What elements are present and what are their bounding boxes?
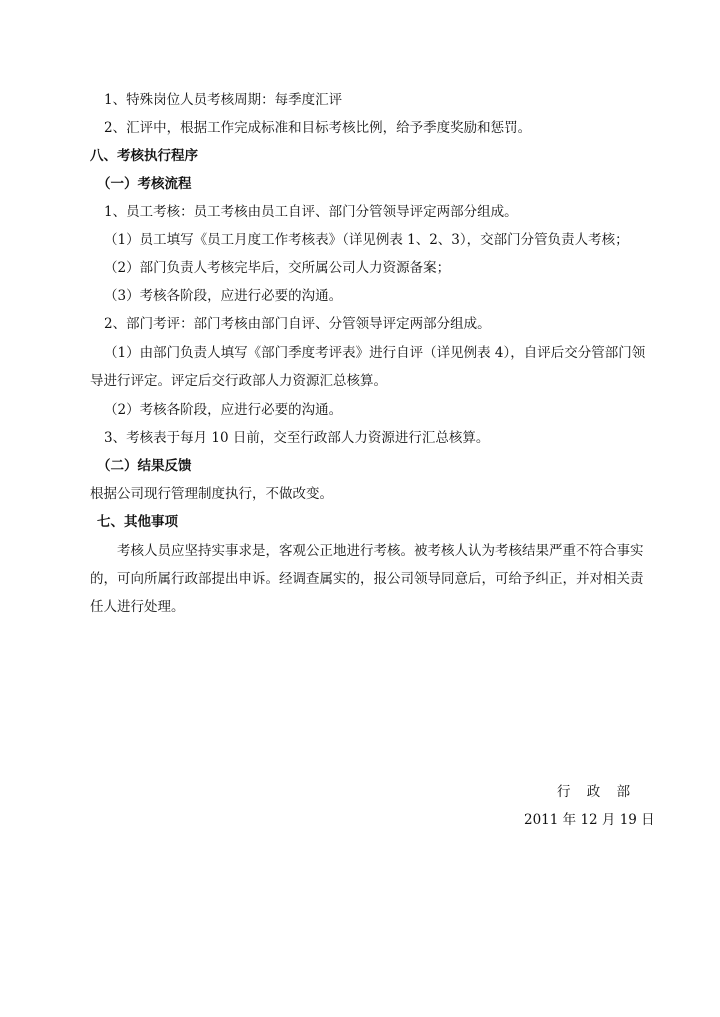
- section-heading: 八、考核执行程序: [90, 148, 198, 164]
- subsection-heading: （二）结果反馈: [97, 458, 192, 474]
- text-line: （2）考核各阶段，应进行必要的沟通。: [104, 402, 343, 418]
- text-line: 2、汇评中，根据工作完成标准和目标考核比例，给予季度奖励和惩罚。: [104, 120, 532, 136]
- text-line: （3）考核各阶段，应进行必要的沟通。: [104, 288, 343, 304]
- signature-date: 2011 年 12 月 19 日: [524, 812, 655, 828]
- text-paragraph: 考核人员应坚持实事求是，客观公正地进行考核。被考核人认为考核结果严重不符合事实的，可向所属行政部提出申诉。经调查属实的，报公司领导同意后，可给予纠正，并对相关责任人进行处理。: [90, 543, 644, 615]
- text-line: 2、部门考评：部门考核由部门自评、分管领导评定两部分组成。: [104, 316, 491, 332]
- text-paragraph: （1）由部门负责人填写《部门季度考评表》进行自评（详见例表 4），自评后交分管部门领导进行评定。评定后交行政部人力资源汇总核算。: [90, 345, 646, 389]
- signature-department: 行 政 部: [557, 784, 637, 800]
- text-line: 1、特殊岗位人员考核周期：每季度汇评: [104, 92, 343, 108]
- text-line: 3、考核表于每月 10 日前，交至行政部人力资源进行汇总核算。: [104, 430, 490, 446]
- text-line: （2）部门负责人考核完毕后，交所属公司人力资源备案；: [104, 260, 451, 276]
- subsection-heading: （一）考核流程: [97, 176, 192, 192]
- text-line: 根据公司现行管理制度执行，不做改变。: [90, 486, 333, 502]
- text-line: （1）员工填写《员工月度工作考核表》（详见例表 1、2、3），交部门分管负责人考核；: [104, 232, 629, 248]
- text-line: 1、员工考核：员工考核由员工自评、部门分管领导评定两部分组成。: [104, 204, 518, 220]
- section-heading: 七、其他事项: [97, 514, 178, 530]
